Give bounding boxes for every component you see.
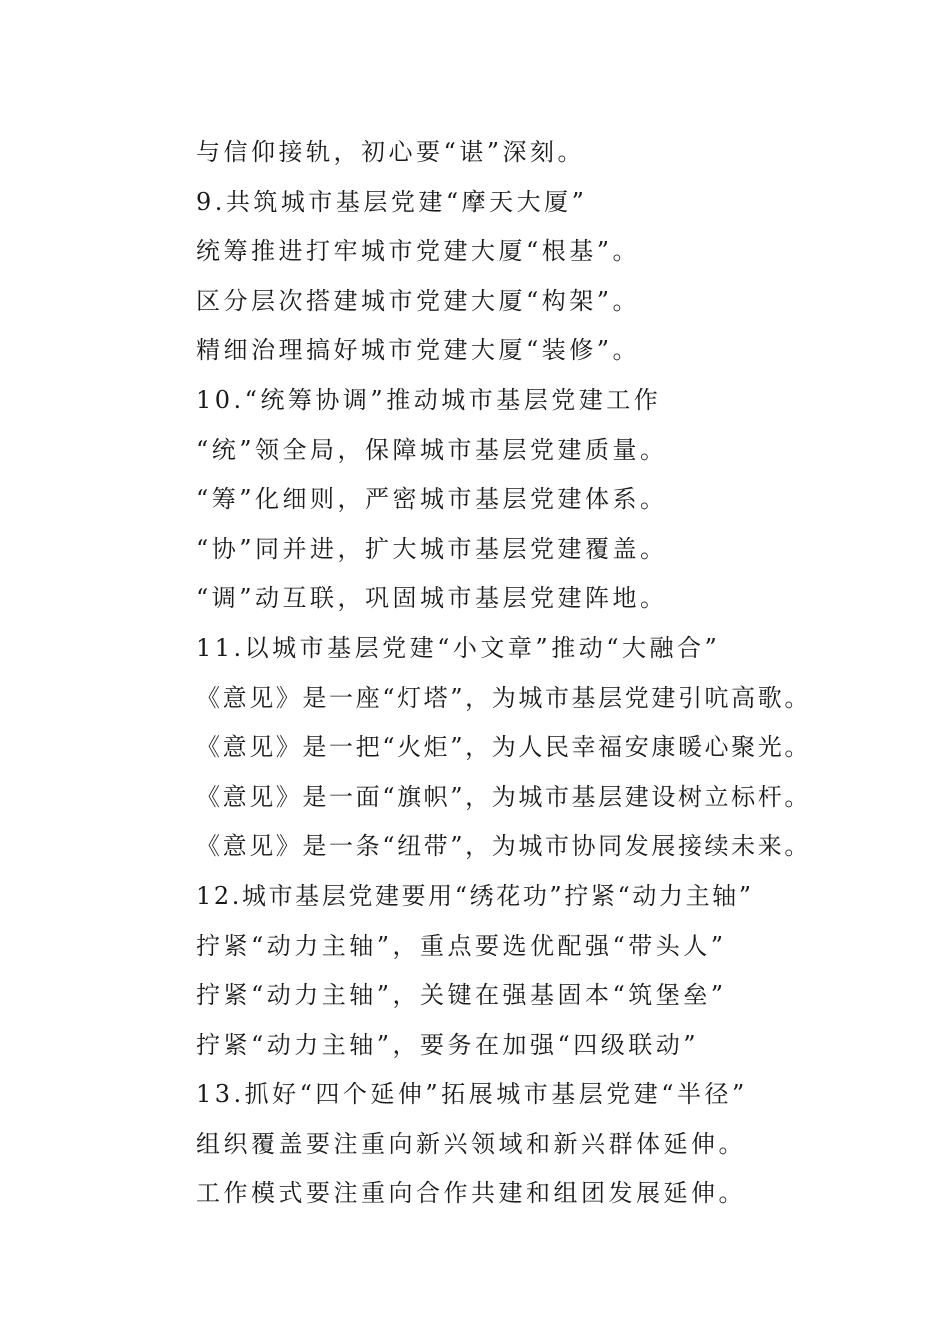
body-line: 精细治理搞好城市党建大厦“装修”。	[196, 336, 641, 365]
section-heading-10: 10.“统筹协调”推动城市基层党建工作	[196, 385, 662, 414]
document-body	[196, 131, 836, 1222]
section-heading-11: 11.以城市基层党建“小文章”推动“大融合”	[196, 633, 721, 662]
body-line: 工作模式要注重向合作共建和组团发展延伸。	[196, 1179, 746, 1208]
section-heading-13: 13.抓好“四个延伸”拓展城市基层党建“半径”	[196, 1080, 748, 1109]
body-line: “筹”化细则，严密城市基层党建体系。	[196, 485, 668, 514]
body-line: 区分层次搭建城市党建大厦“构架”。	[196, 286, 641, 315]
body-line: 拧紧“动力主轴”，要务在加强“四级联动”	[196, 1030, 700, 1059]
body-line: 统筹推进打牢城市党建大厦“根基”。	[196, 237, 641, 266]
body-line: 与信仰接轨，初心要“谌”深刻。	[196, 138, 586, 166]
body-line: “调”动互联，巩固城市基层党建阵地。	[196, 584, 668, 613]
body-line: 组织覆盖要注重向新兴领域和新兴群体延伸。	[196, 1129, 746, 1158]
body-line: 《意见》是一条“纽带”，为城市协同发展接续未来。	[196, 832, 811, 861]
body-line: 《意见》是一面“旗帜”，为城市基层建设树立标杆。	[196, 782, 811, 811]
body-line: “统”领全局，保障城市基层党建质量。	[196, 435, 668, 464]
body-line: 《意见》是一把“火炬”，为人民幸福安康暖心聚光。	[196, 733, 811, 762]
section-heading-9: 9.共筑城市基层党建“摩天大厦”	[196, 187, 588, 216]
body-line: 拧紧“动力主轴”，重点要选优配强“带头人”	[196, 931, 727, 960]
body-line: “协”同并进，扩大城市基层党建覆盖。	[196, 534, 668, 563]
body-line: 拧紧“动力主轴”，关键在强基固本“筑堡垒”	[196, 981, 727, 1010]
body-line: 《意见》是一座“灯塔”，为城市基层党建引吭高歌。	[196, 683, 811, 712]
section-heading-12: 12.城市基层党建要用“绣花功”拧紧“动力主轴”	[196, 881, 754, 910]
